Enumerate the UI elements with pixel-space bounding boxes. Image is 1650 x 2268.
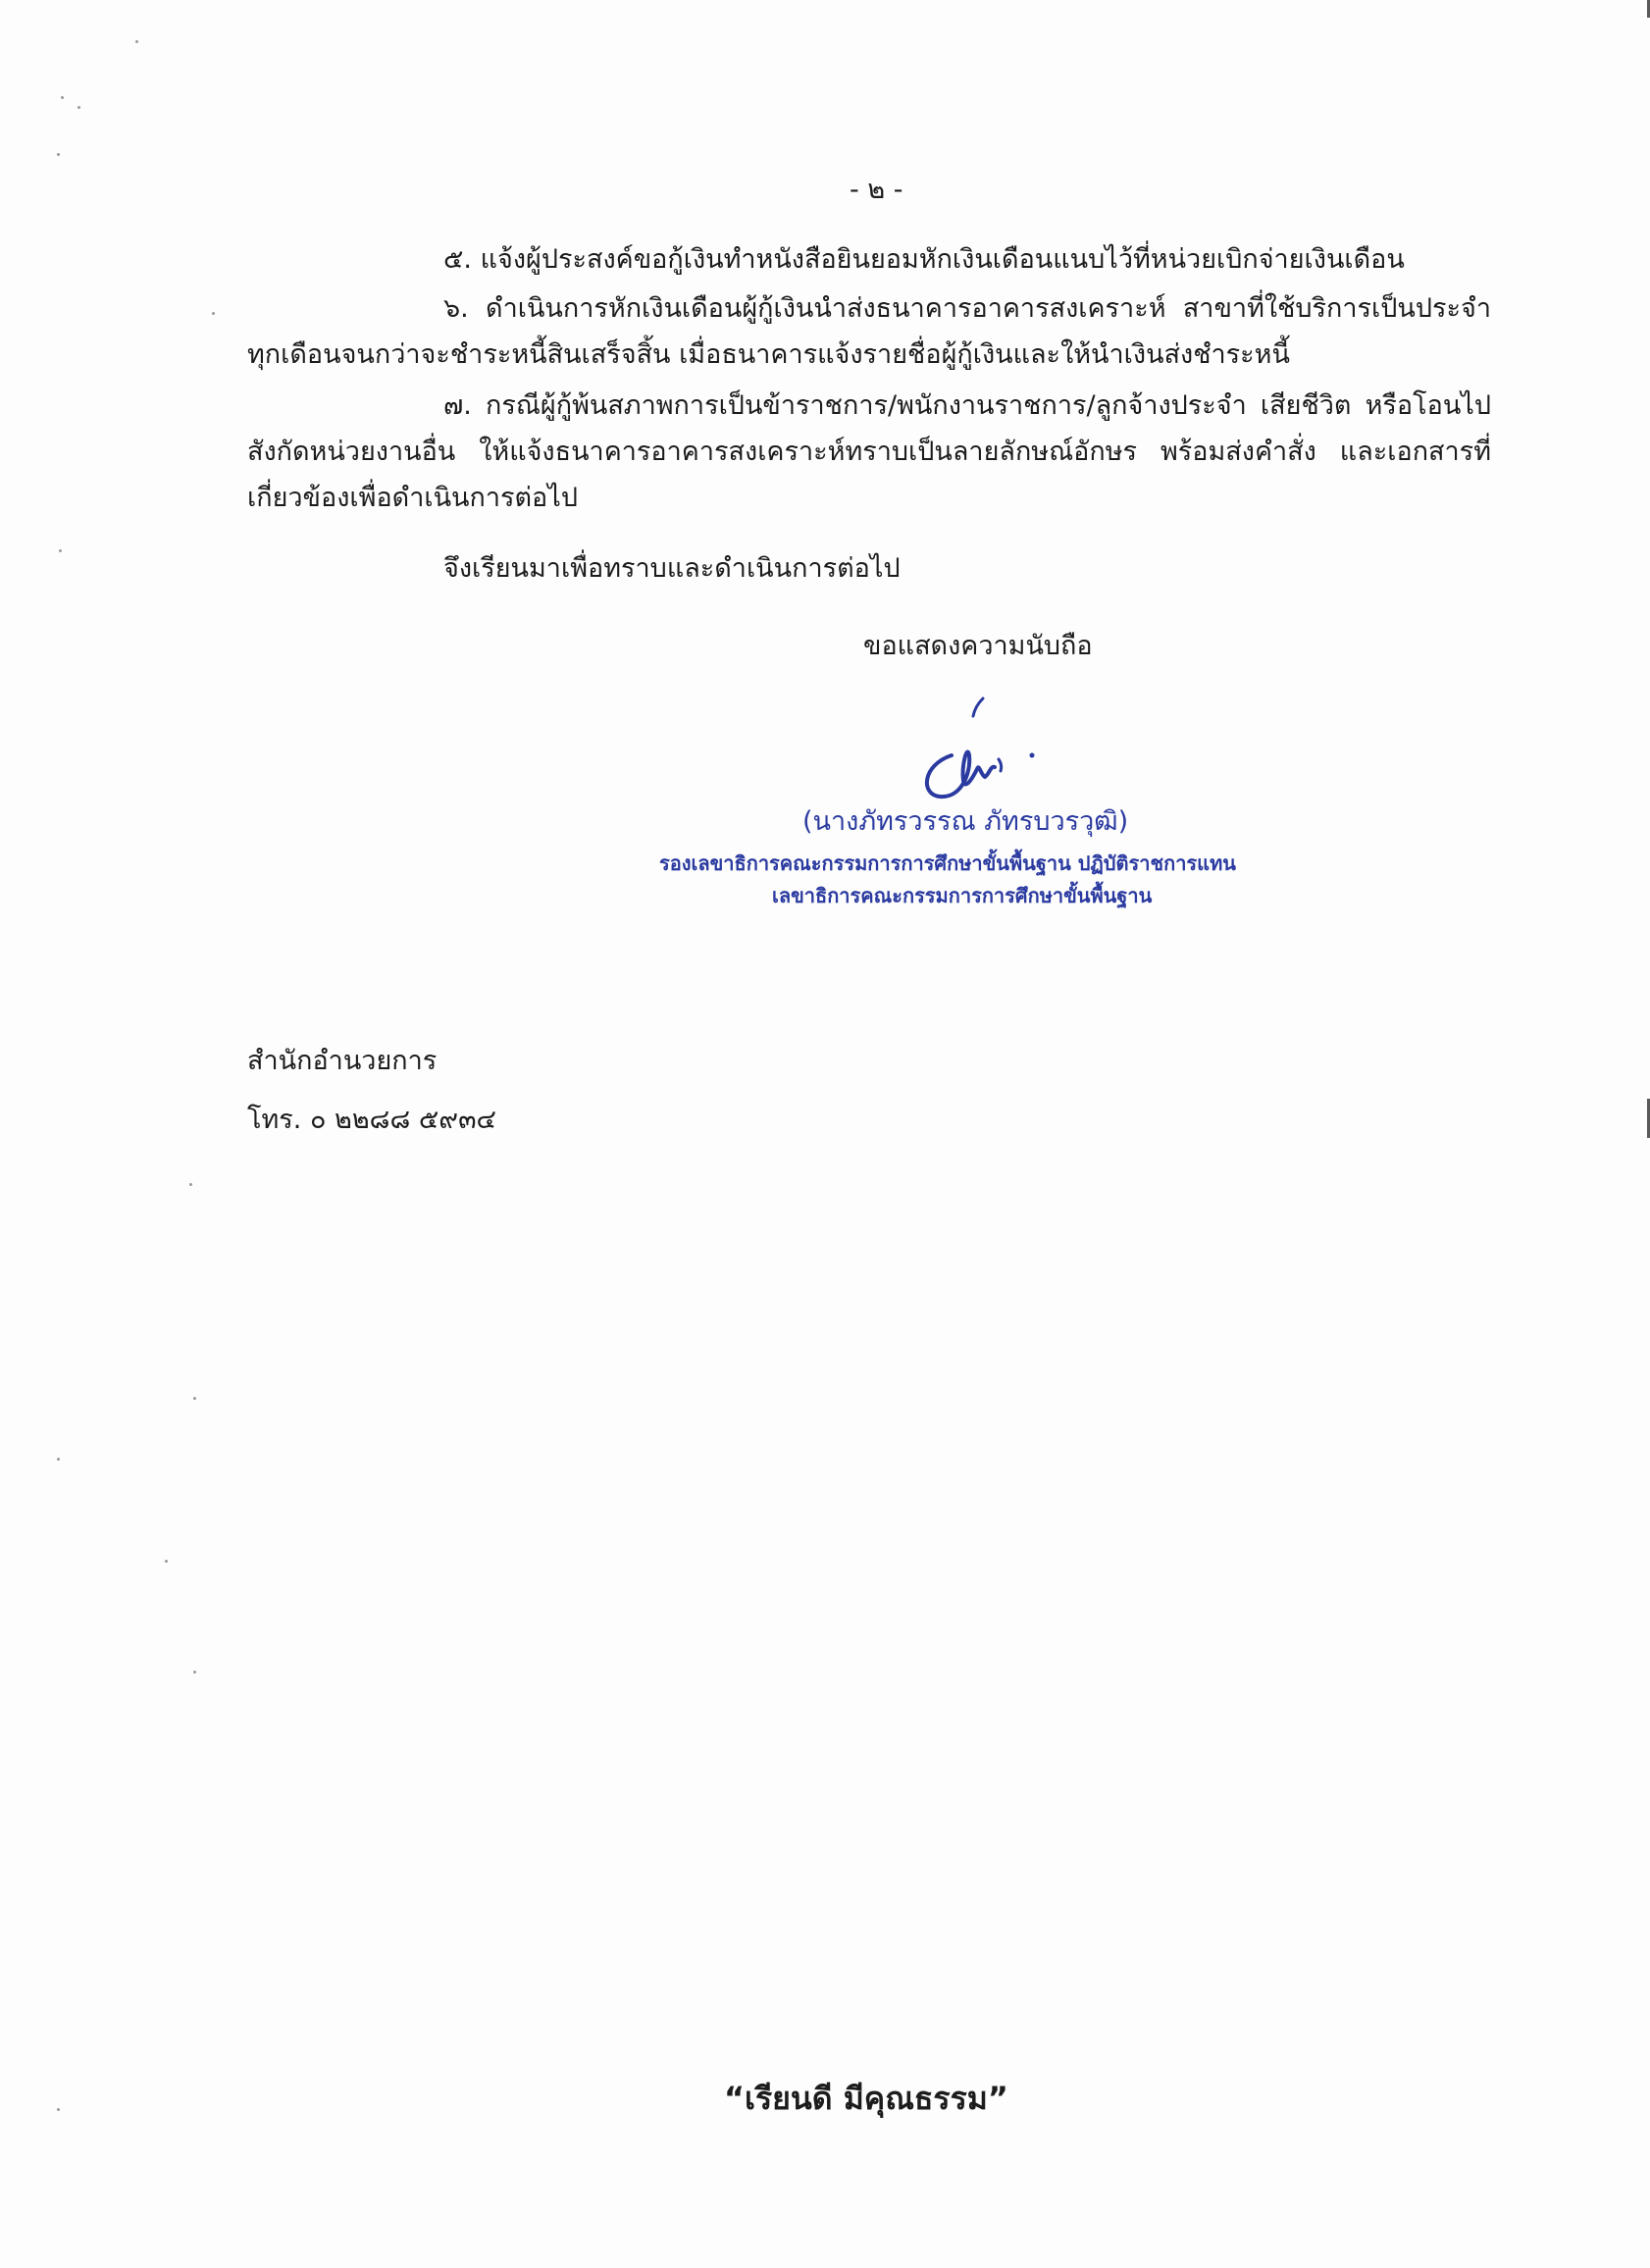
- item-6-paragraph: [247, 285, 1491, 378]
- page-number: - ๒ -: [850, 175, 903, 205]
- scan-speck: [61, 96, 64, 99]
- scan-speck: [59, 549, 62, 552]
- scan-speck: [193, 1671, 196, 1674]
- scan-speck: [165, 1560, 168, 1563]
- issuing-office: สำนักอำนวยการ: [247, 1046, 438, 1076]
- item-7-paragraph: [247, 383, 1491, 521]
- scan-speck: [193, 1397, 196, 1400]
- office-phone: โทร. ๐ ๒๒๘๘ ๕๙๓๔: [247, 1105, 496, 1135]
- scan-speck: [57, 2108, 60, 2111]
- item-5-text: ๕. แจ้งผู้ประสงค์ขอกู้เงินทำหนังสือยินยอมหักเงินเดือนแนบไว้ที่หน่วยเบิกจ่ายเงินเดือน: [443, 244, 1405, 275]
- scan-speck: [135, 40, 138, 43]
- scan-speck: [77, 106, 80, 109]
- signatory-name: (นางภัทรวรรณ ภัทรบวรวุฒิ): [802, 806, 1129, 837]
- signatory-on-behalf-of: เลขาธิการคณะกรรมการการศึกษาขั้นพื้นฐาน: [772, 884, 1153, 907]
- motto: “เรียนดี มีคุณธรรม”: [724, 2080, 1008, 2117]
- signatory-position: รองเลขาธิการคณะกรรมการการศึกษาขั้นพื้นฐาน ปฏิบัติราชการแทน: [659, 851, 1236, 875]
- scan-speck: [57, 153, 60, 156]
- item-5-paragraph: [247, 236, 1491, 283]
- scan-speck: [189, 1183, 192, 1186]
- complimentary-close: ขอแสดงความนับถือ: [863, 631, 1093, 661]
- closing-statement: จึงเรียนมาเพื่อทราบและดำเนินการต่อไป: [443, 553, 901, 584]
- item-6-text: ๖. ดำเนินการหักเงินเดือนผู้กู้เงินนำส่งธนาคารอาคารสงเคราะห์ สาขาที่ใช้บริการเป็นประจำทุกเดือนจนกว่าจะชำระหนี้สินเสร็จสิ้น เมื่อธนาคารแจ้งรายชื่อผู้กู้เงินและให้นำเงินส่งชำระหนี้: [247, 293, 1491, 370]
- scan-speck: [57, 1458, 60, 1461]
- scan-speck: [212, 312, 215, 315]
- item-7-text: ๗. กรณีผู้กู้พ้นสภาพการเป็นข้าราชการ/พนักงานราชการ/ลูกจ้างประจำ เสียชีวิต หรือโอนไปสังกัดหน่วยงานอื่น ให้แจ้งธนาคารอาคารสงเคราะห์ทราบเป็นลายลักษณ์อักษร พร้อมส่งคำสั่ง และเอกสารที่เกี่ยวข้องเพื่อดำเนินการต่อไป: [247, 390, 1491, 513]
